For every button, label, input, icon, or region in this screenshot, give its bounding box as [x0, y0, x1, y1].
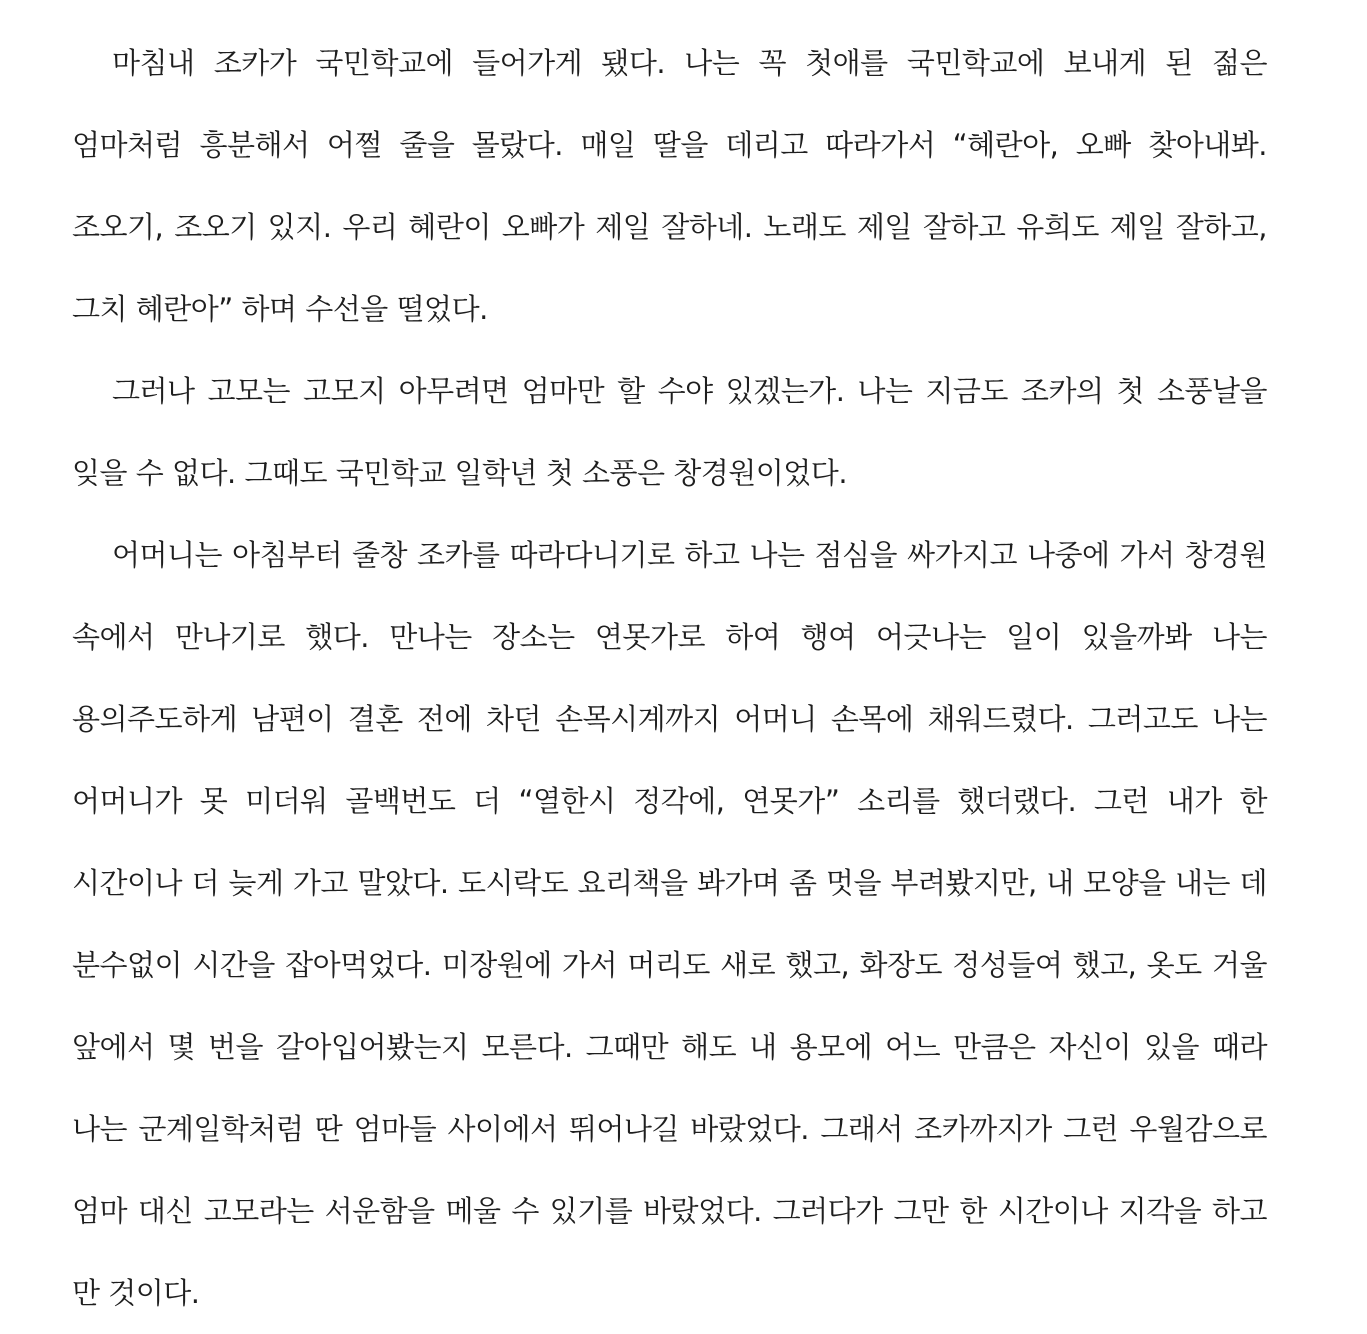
paragraph-3: 어머니는 아침부터 줄창 조카를 따라다니기로 하고 나는 점심을 싸가지고 나중에 가서 창경원 속에서 만나기로 했다. 만나는 장소는 연못가로 하여 행여 어긋나는 일이 있을까봐 나는 용의주도하게 남편이 결혼 전에 차던 손목시계까지 어머니 손목에 채워드렸다. 그러고도 나는 어머니가 못 미더워 골백번도 더 “열한시 정각에, 연못가” 소리를 했더랬다. 그런 내가 한 시간이나 더 늦게 가고 말았다. 도시락도 요리책을 봐가며 좀 멋을 부려봤지만, 내 모양을 내는 데 분수없이 시간을 잡아먹었다. 미장원에 가서 머리도 새로 했고, 화장도 정성들여 했고, 옷도 거울 앞에서 몇 번을 갈아입어봤는지 모른다. 그때만 해도 내 용모에 어느 만큼은 자신이 있을 때라 나는 군계일학처럼 딴 엄마들 사이에서 뛰어나길 바랐었다. 그래서 조카까지가 그런 우월감으로 엄마 대신 고모라는 서운함을 메울 수 있기를 바랐었다. 그러다가 그만 한 시간이나 지각을 하고 만 것이다.	[72, 538, 1267, 1310]
paragraph-2: 그러나 고모는 고모지 아무려면 엄마만 할 수야 있겠는가. 나는 지금도 조카의 첫 소풍날을 잊을 수 없다. 그때도 국민학교 일학년 첫 소풍은 창경원이었다.	[72, 374, 1267, 490]
paragraph-1: 마침내 조카가 국민학교에 들어가게 됐다. 나는 꼭 첫애를 국민학교에 보내게 된 젊은 엄마처럼 흥분해서 어쩔 줄을 몰랐다. 매일 딸을 데리고 따라가서 “혜란아, 오빠 찾아내봐. 조오기, 조오기 있지. 우리 혜란이 오빠가 제일 잘하네. 노래도 제일 잘하고 유희도 제일 잘하고, 그치 혜란아” 하며 수선을 떨었다.	[72, 46, 1267, 326]
document-body	[72, 22, 1267, 1334]
